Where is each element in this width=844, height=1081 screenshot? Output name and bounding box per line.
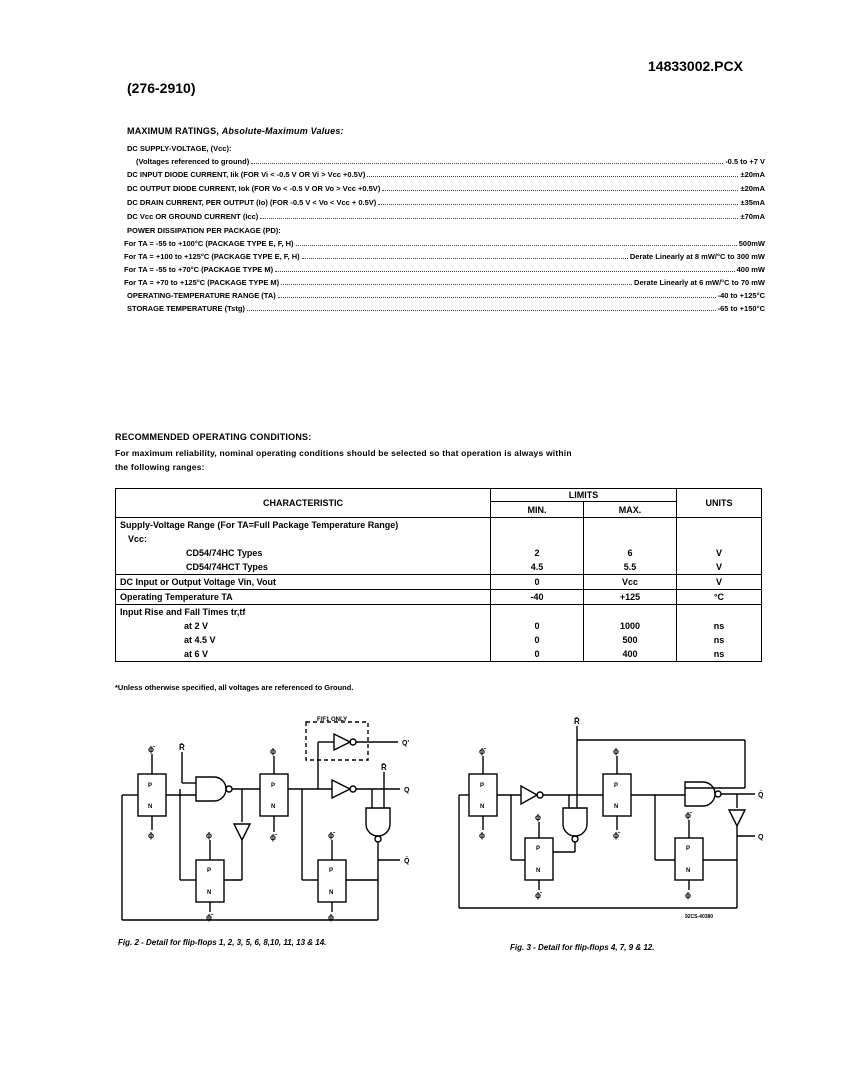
leader-dots (382, 190, 738, 191)
svg-text:ϕ: ϕ (270, 747, 276, 756)
svg-text:ϕ̄: ϕ̄ (479, 747, 485, 756)
svg-text:ϕ̄: ϕ̄ (328, 831, 334, 840)
fig2-caption: Fig. 2 - Detail for flip-flops 1, 2, 3, 5, 6, 8,10, 11, 13 & 14. (118, 938, 327, 947)
leader-dots (281, 284, 632, 285)
max-ratings-title: MAXIMUM RATINGS, (127, 126, 220, 136)
svg-text:Q': Q' (402, 740, 410, 747)
header-min: MIN. (491, 502, 584, 518)
min-cell: 0 (491, 633, 584, 647)
table-row (116, 546, 762, 560)
recommended-heading: RECOMMENDED OPERATING CONDITIONS: (115, 432, 312, 442)
operating-conditions-table (115, 488, 762, 662)
svg-text:ϕ: ϕ (535, 813, 541, 822)
rating-label: (Voltages referenced to ground) (136, 157, 250, 166)
fig3-inverter-2 (729, 810, 745, 826)
rating-row (124, 265, 765, 274)
max-cell: 500 (584, 633, 677, 647)
fig3-schematic (455, 712, 775, 922)
fig2-inverter-qprime (334, 734, 350, 750)
rating-row (127, 212, 765, 221)
rating-label: STORAGE TEMPERATURE (Tstg) (127, 304, 245, 313)
min-cell: -40 (491, 590, 584, 605)
svg-text:P: P (536, 846, 541, 852)
max-cell: Vcc (584, 575, 677, 590)
svg-text:Q̄: Q̄ (404, 858, 410, 865)
svg-text:R̄: R̄ (179, 743, 185, 752)
rating-label: OPERATING-TEMPERATURE RANGE (TA) (127, 291, 276, 300)
svg-text:P: P (480, 783, 485, 789)
characteristic-cell: at 4.5 V (116, 633, 491, 647)
table-body (116, 518, 762, 662)
rating-label: DC DRAIN CURRENT, PER OUTPUT (Io) (FOR -0.5 V < Vo < Vcc + 0.5V) (127, 198, 377, 207)
leader-dots (378, 204, 738, 205)
svg-text:ϕ: ϕ (685, 891, 691, 900)
rating-value: -40 to +125°C (717, 291, 765, 300)
svg-text:Q̄: Q̄ (758, 792, 764, 799)
characteristic-cell: Input Rise and Fall Times tr,tf (116, 605, 491, 620)
svg-text:ϕ̄: ϕ̄ (206, 913, 212, 922)
rating-row (127, 184, 765, 193)
rating-value: Derate Linearly at 6 mW/°C to 70 mW (634, 278, 765, 287)
max-cell (584, 532, 677, 546)
rating-row (127, 226, 527, 235)
max-cell: 5.5 (584, 560, 677, 575)
max-cell: 400 (584, 647, 677, 662)
rating-label: DC SUPPLY-VOLTAGE, (Vcc): (127, 144, 232, 153)
rating-value: ±20mA (740, 184, 765, 193)
units-cell: V (677, 560, 762, 575)
svg-text:ϕ: ϕ (206, 831, 212, 840)
min-cell: 2 (491, 546, 584, 560)
svg-text:P: P (207, 868, 212, 874)
rating-label: For TA = +100 to +125°C (PACKAGE TYPE E, F, H) (124, 252, 300, 261)
min-cell: 0 (491, 619, 584, 633)
part-number: (276-2910) (127, 80, 196, 96)
fig2-nand-2 (366, 808, 390, 836)
table-row (116, 619, 762, 633)
table-row (116, 633, 762, 647)
document-id: 14833002.PCX (648, 58, 743, 74)
leader-dots (296, 245, 737, 246)
min-cell: 4.5 (491, 560, 584, 575)
rating-label: For TA = -55 to +100°C (PACKAGE TYPE E, F, H) (124, 239, 294, 248)
rating-row (127, 291, 765, 300)
table-row (116, 532, 762, 546)
min-cell (491, 605, 584, 620)
svg-text:Q: Q (404, 787, 410, 794)
recommended-intro-2: the following ranges: (115, 462, 205, 472)
table-row (116, 560, 762, 575)
svg-text:ϕ: ϕ (328, 913, 334, 922)
rating-value: ±70mA (740, 212, 765, 221)
min-cell: 0 (491, 575, 584, 590)
fig3-caption: Fig. 3 - Detail for flip-flops 4, 7, 9 & 12. (510, 943, 655, 952)
min-cell (491, 518, 584, 533)
units-cell: ns (677, 647, 762, 662)
svg-text:ϕ: ϕ (613, 747, 619, 756)
characteristic-cell: Supply-Voltage Range (For TA=Full Package Temperature Range) (116, 518, 491, 533)
units-cell: V (677, 546, 762, 560)
characteristic-cell: at 2 V (116, 619, 491, 633)
rating-value: Derate Linearly at 8 mW/°C to 300 mW (629, 252, 765, 261)
table-row (116, 647, 762, 662)
rating-row (127, 170, 765, 179)
svg-text:N: N (536, 868, 541, 874)
characteristic-cell: DC Input or Output Voltage Vin, Vout (116, 575, 491, 590)
rating-label: POWER DISSIPATION PER PACKAGE (PD): (127, 226, 281, 235)
svg-text:P: P (614, 783, 619, 789)
rating-row (127, 144, 527, 153)
svg-text:N: N (686, 868, 691, 874)
units-cell (677, 605, 762, 620)
rating-label: DC Vcc OR GROUND CURRENT (Icc) (127, 212, 259, 221)
fig3-code: 92CS-40380 (685, 914, 714, 920)
svg-text:P: P (686, 846, 691, 852)
rating-value: 500mW (738, 239, 765, 248)
characteristic-cell: CD54/74HC Types (116, 546, 491, 560)
table-row (116, 518, 762, 533)
ff1-only-label: F/F1 ONLY (317, 717, 348, 723)
svg-text:N: N (271, 804, 276, 810)
table-row (116, 575, 762, 590)
rating-label: For TA = -55 to +70°C (PACKAGE TYPE M) (124, 265, 274, 274)
leader-dots (275, 271, 735, 272)
fig2-inverter-q (332, 780, 350, 798)
units-cell (677, 532, 762, 546)
leader-dots (260, 218, 738, 219)
leader-dots (247, 310, 716, 311)
units-cell: V (677, 575, 762, 590)
leader-dots (278, 297, 716, 298)
svg-text:R̄: R̄ (574, 717, 580, 726)
max-cell (584, 518, 677, 533)
table-row (116, 590, 762, 605)
svg-text:ϕ: ϕ (479, 831, 485, 840)
max-cell: +125 (584, 590, 677, 605)
svg-text:ϕ̄: ϕ̄ (685, 811, 691, 820)
svg-text:Q: Q (758, 834, 764, 841)
rating-row (127, 198, 765, 207)
svg-text:P: P (148, 783, 153, 789)
rating-row (136, 157, 765, 166)
svg-text:ϕ̄: ϕ̄ (535, 891, 541, 900)
svg-text:N: N (614, 804, 619, 810)
recommended-intro-1: For maximum reliability, nominal operating conditions should be selected so that operation is always within (115, 448, 572, 458)
table-row (116, 605, 762, 620)
rating-value: ±20mA (740, 170, 765, 179)
svg-text:N: N (480, 804, 485, 810)
fig2-nand-1 (196, 777, 226, 801)
svg-text:N: N (148, 804, 153, 810)
rating-row (127, 304, 765, 313)
units-cell: ns (677, 619, 762, 633)
rating-label: DC INPUT DIODE CURRENT, Iik (FOR Vi < -0.5 V OR Vi > Vcc +0.5V) (127, 170, 366, 179)
max-ratings-heading (127, 126, 344, 136)
leader-dots (302, 258, 628, 259)
max-cell: 6 (584, 546, 677, 560)
rating-label: For TA = +70 to +125°C (PACKAGE TYPE M) (124, 278, 280, 287)
svg-text:ϕ̄: ϕ̄ (613, 831, 619, 840)
svg-text:P: P (271, 783, 276, 789)
max-cell (584, 605, 677, 620)
svg-text:P: P (329, 868, 334, 874)
fig3-nand-1 (563, 808, 587, 836)
fig3-nand-2 (685, 782, 715, 806)
header-units: UNITS (677, 489, 762, 518)
svg-text:N: N (329, 890, 334, 896)
fig2-inverter-feedback (234, 824, 250, 840)
ff1-only-box (306, 722, 368, 760)
rating-row (124, 278, 765, 287)
units-cell: °C (677, 590, 762, 605)
header-limits: LIMITS (491, 489, 677, 502)
max-ratings-subtitle: Absolute-Maximum Values: (221, 126, 344, 136)
characteristic-cell: Vcc: (116, 532, 491, 546)
characteristic-cell: Operating Temperature TA (116, 590, 491, 605)
rating-label: DC OUTPUT DIODE CURRENT, Iok (FOR Vo < -0.5 V OR Vo > Vcc +0.5V) (127, 184, 381, 193)
units-cell (677, 518, 762, 533)
leader-dots (367, 176, 738, 177)
svg-text:R̄: R̄ (381, 763, 387, 772)
leader-dots (251, 163, 723, 164)
units-cell: ns (677, 633, 762, 647)
fig2-schematic (118, 712, 428, 930)
rating-row (124, 252, 765, 261)
rating-row (124, 239, 765, 248)
footnote: *Unless otherwise specified, all voltages are referenced to Ground. (115, 683, 354, 692)
rating-value: -0.5 to +7 V (725, 157, 765, 166)
header-characteristic: CHARACTERISTIC (116, 489, 491, 518)
fig3-inverter-1 (521, 786, 537, 804)
min-cell: 0 (491, 647, 584, 662)
rating-value: ±35mA (740, 198, 765, 207)
svg-text:N: N (207, 890, 212, 896)
max-cell: 1000 (584, 619, 677, 633)
rating-value: 400 mW (736, 265, 765, 274)
header-max: MAX. (584, 502, 677, 518)
characteristic-cell: CD54/74HCT Types (116, 560, 491, 575)
svg-text:ϕ̄: ϕ̄ (148, 745, 154, 754)
svg-text:ϕ̄: ϕ̄ (270, 833, 276, 842)
rating-value: -65 to +150°C (717, 304, 765, 313)
min-cell (491, 532, 584, 546)
svg-text:ϕ: ϕ (148, 831, 154, 840)
characteristic-cell: at 6 V (116, 647, 491, 662)
